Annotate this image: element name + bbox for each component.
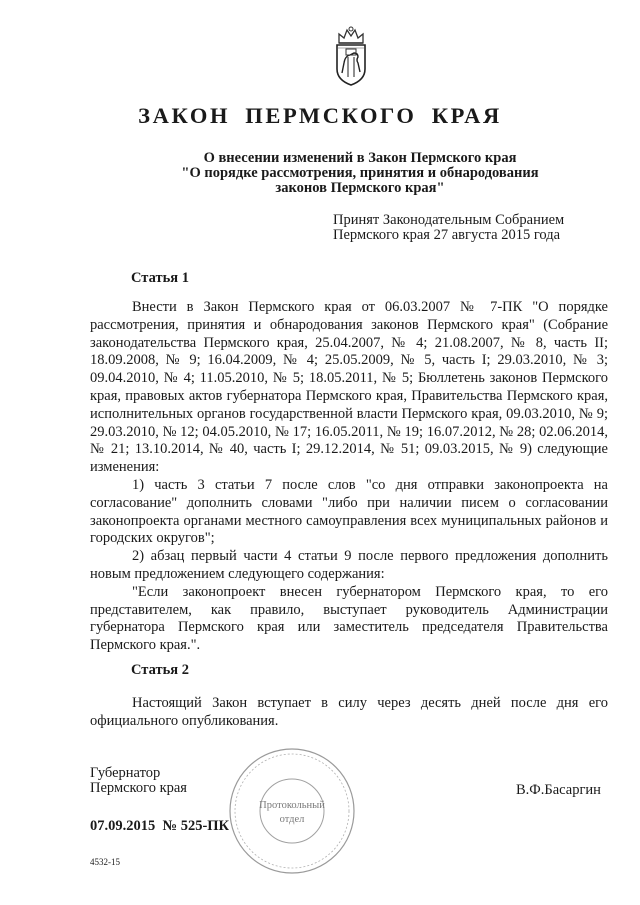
- subtitle-line: "О порядке рассмотрения, принятия и обнародования: [181, 165, 539, 181]
- signatory-name: В.Ф.Басаргин: [516, 782, 601, 798]
- stamp-text-line: Протокольный: [259, 800, 325, 811]
- signatory-title-line: Губернатор: [90, 765, 161, 781]
- article-1-item-2-quote: "Если законопроект внесен губернатором Пермского края, то его представителем, как правило, выступает руководитель Администрации губернатора Пермского края или заместитель председателя Правительства Пермского края.".: [90, 583, 608, 654]
- article-2-body: [90, 695, 608, 731]
- article-2-heading: Статья 2: [131, 662, 189, 678]
- adoption-line: Пермского края 27 августа 2015 года: [333, 227, 561, 243]
- article-1-item-2: 2) абзац первый части 4 статьи 9 после первого предложения дополнить новым предложением следующего содержания:: [90, 548, 608, 582]
- protocol-department-stamp-icon: [226, 745, 358, 877]
- article-1-body: [90, 299, 608, 655]
- adoption-note: [333, 213, 564, 243]
- law-date-number: 07.09.2015 № 525-ПК: [90, 818, 230, 834]
- signatory-title: [90, 766, 187, 796]
- document-code: 4532-15: [90, 857, 120, 867]
- coat-of-arms-icon: [331, 25, 371, 87]
- adoption-line: Принят Законодательным Собранием: [333, 212, 565, 228]
- subtitle-line: О внесении изменений в Закон Пермского края: [203, 150, 517, 166]
- article-1-item-1: 1) часть 3 статьи 7 после слов "со дня отправки законопроекта на согласование" дополнить словами "либо при наличии писем о согласовании законопроекта органами местного самоуправления всех муниципальных районов и городских округов";: [90, 476, 608, 547]
- article-1-heading: Статья 1: [131, 270, 189, 286]
- law-subtitle: [0, 151, 640, 196]
- signatory-title-line: Пермского края: [90, 780, 187, 796]
- subtitle-line: законов Пермского края": [275, 180, 445, 196]
- article-2-text: Настоящий Закон вступает в силу через десять дней после дня его официального опубликования.: [90, 695, 608, 729]
- law-title: ЗАКОН ПЕРМСКОГО КРАЯ: [138, 103, 502, 128]
- stamp-text-line: отдел: [279, 814, 305, 825]
- article-1-intro: Внести в Закон Пермского края от 06.03.2007 № 7-ПК "О порядке рассмотрения, принятия и обнародования законов Пермского края" (Собрание законодательства Пермского края, 25.04.2007, № 4; 21.08.2007, № 8, часть II; 18.09.2008, № 9; 16.04.2009, № 4; 25.05.2009, № 5, часть I; 29.03.2010, № 3; 09.04.2010, № 4; 11.05.2010, № 5; 18.05.2011, № 5; Бюллетень законов Пермского края, правовых актов губернатора Пермского края, Правительства Пермского края, исполнительных органов государственной власти Пермского края, 09.03.2010, № 9; 29.03.2010, № 12; 04.05.2010, № 17; 16.05.2011, № 19; 16.07.2012, № 28; 02.06.2014, № 21; 13.10.2014, № 40, часть I; 29.12.2014, № 51; 09.03.2015, № 9) следующие изменения:: [90, 299, 608, 476]
